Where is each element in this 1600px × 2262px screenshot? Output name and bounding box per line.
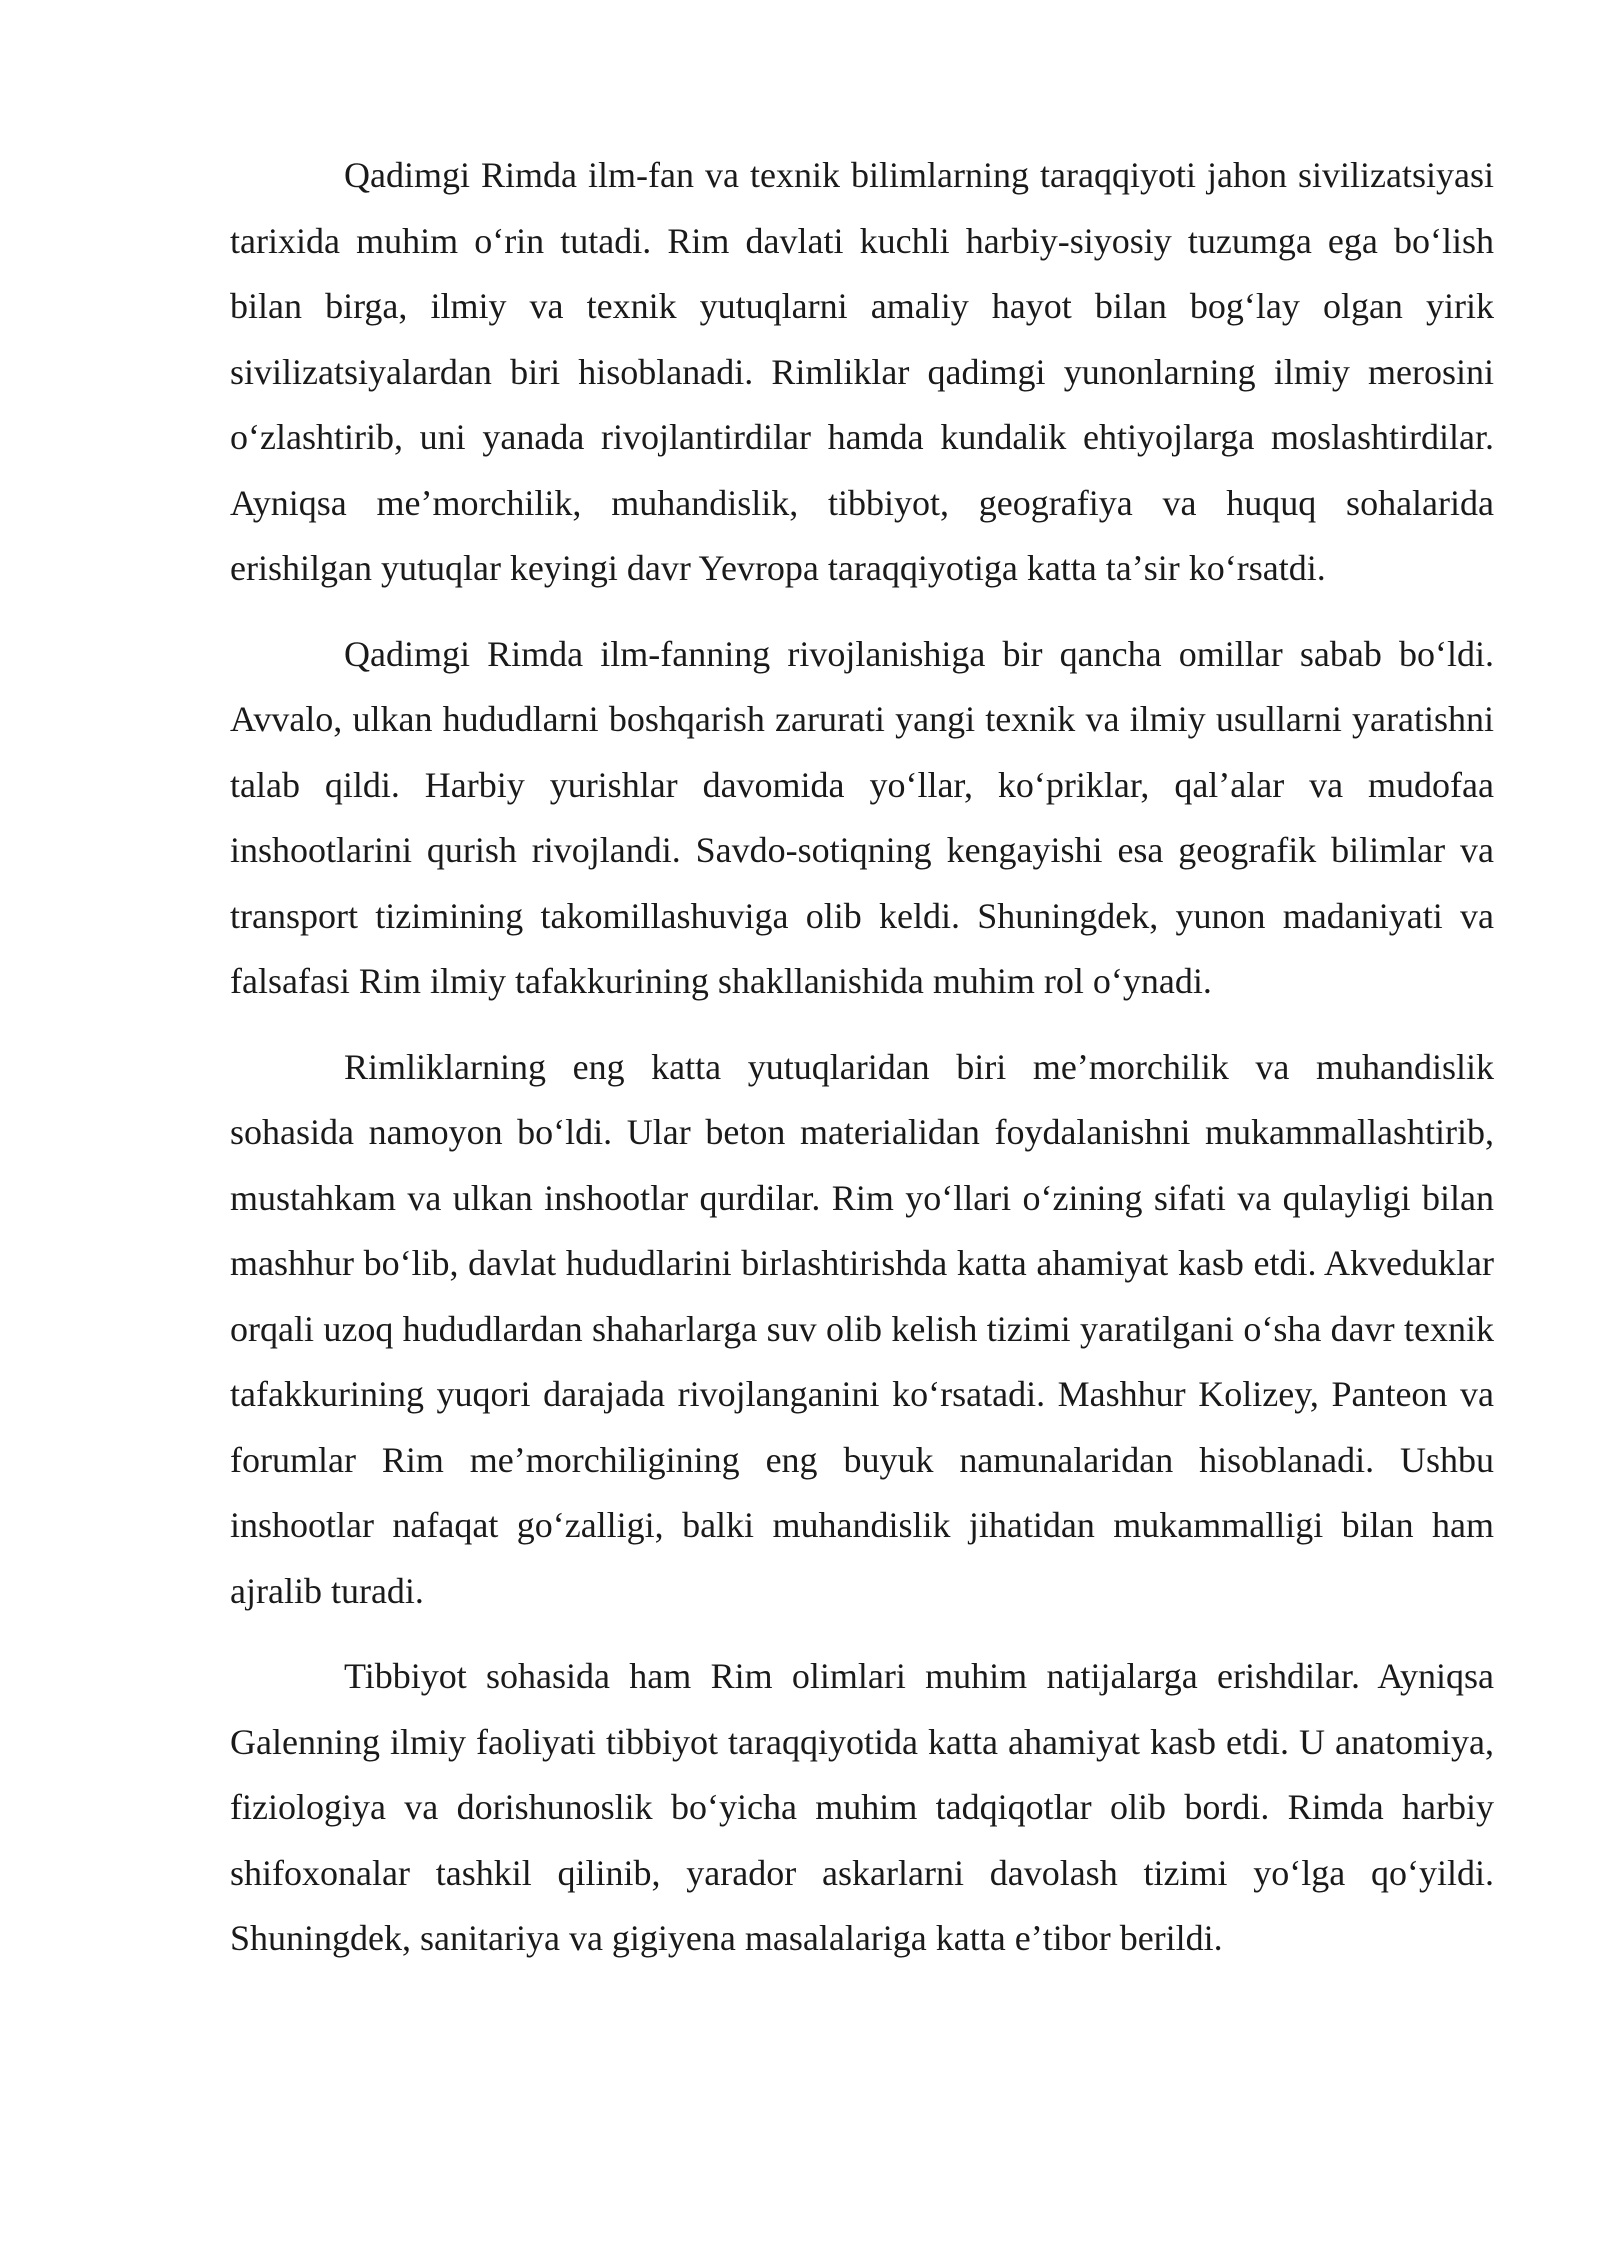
paragraph-1: Qadimgi Rimda ilm-fan va texnik bilimlarning taraqqiyoti jahon sivilizatsiyasi tarixida muhim oʻrin tutadi. Rim davlati kuchli harbiy-siyosiy tuzumga ega boʻlish bilan birga, ilmiy va texnik yutuqlarni amaliy hayot bilan bogʻlay olgan yirik sivilizatsiyalardan biri hisoblanadi. Rimliklar qadimgi yunonlarning ilmiy merosini oʻzlashtirib, uni yanada rivojlantirdilar hamda kundalik ehtiyojlarga moslashtirdilar. Ayniqsa meʼmorchilik, muhandislik, tibbiyot, geografiya va huquq sohalarida erishilgan yutuqlar keyingi davr Yevropa taraqqiyotiga katta taʼsir koʻrsatdi.	[230, 155, 1494, 588]
paragraph-4: Tibbiyot sohasida ham Rim olimlari muhim natijalarga erishdilar. Ayniqsa Galenning ilmiy faoliyati tibbiyot taraqqiyotida katta ahamiyat kasb etdi. U anatomiya, fiziologiya va dorishunoslik boʻyicha muhim tadqiqotlar olib bordi. Rimda harbiy shifoxonalar tashkil qilinib, yarador askarlarni davolash tizimi yoʻlga qoʻyildi. Shuningdek, sanitariya va gigiyena masalalariga katta eʼtibor berildi.	[230, 1656, 1494, 1958]
paragraph-3: Rimliklarning eng katta yutuqlaridan biri meʼmorchilik va muhandislik sohasida namoyon boʻldi. Ular beton materialidan foydalanishni mukammallashtirib, mustahkam va ulkan inshootlar qurdilar. Rim yoʻllari oʻzining sifati va qulayligi bilan mashhur boʻlib, davlat hududlarini birlashtirishda katta ahamiyat kasb etdi. Akveduklar orqali uzoq hududlardan shaharlarga suv olib kelish tizimi yaratilgani oʻsha davr texnik tafakkurining yuqori darajada rivojlanganini koʻrsatadi. Mashhur Kolizey, Panteon va forumlar Rim meʼmorchiligining eng buyuk namunalaridan hisoblanadi. Ushbu inshootlar nafaqat goʻzalligi, balki muhandislik jihatidan mukammalligi bilan ham ajralib turadi.	[230, 1046, 1494, 1611]
document-body	[230, 143, 1494, 1992]
paragraph-2: Qadimgi Rimda ilm-fanning rivojlanishiga bir qancha omillar sabab boʻldi. Avvalo, ulkan hududlarni boshqarish zarurati yangi texnik va ilmiy usullarni yaratishni talab qildi. Harbiy yurishlar davomida yoʻllar, koʻpriklar, qalʼalar va mudofaa inshootlarini qurish rivojlandi. Savdo-sotiqning kengayishi esa geografik bilimlar va transport tizimining takomillashuviga olib keldi. Shuningdek, yunon madaniyati va falsafasi Rim ilmiy tafakkurining shakllanishida muhim rol oʻynadi.	[230, 633, 1494, 1001]
